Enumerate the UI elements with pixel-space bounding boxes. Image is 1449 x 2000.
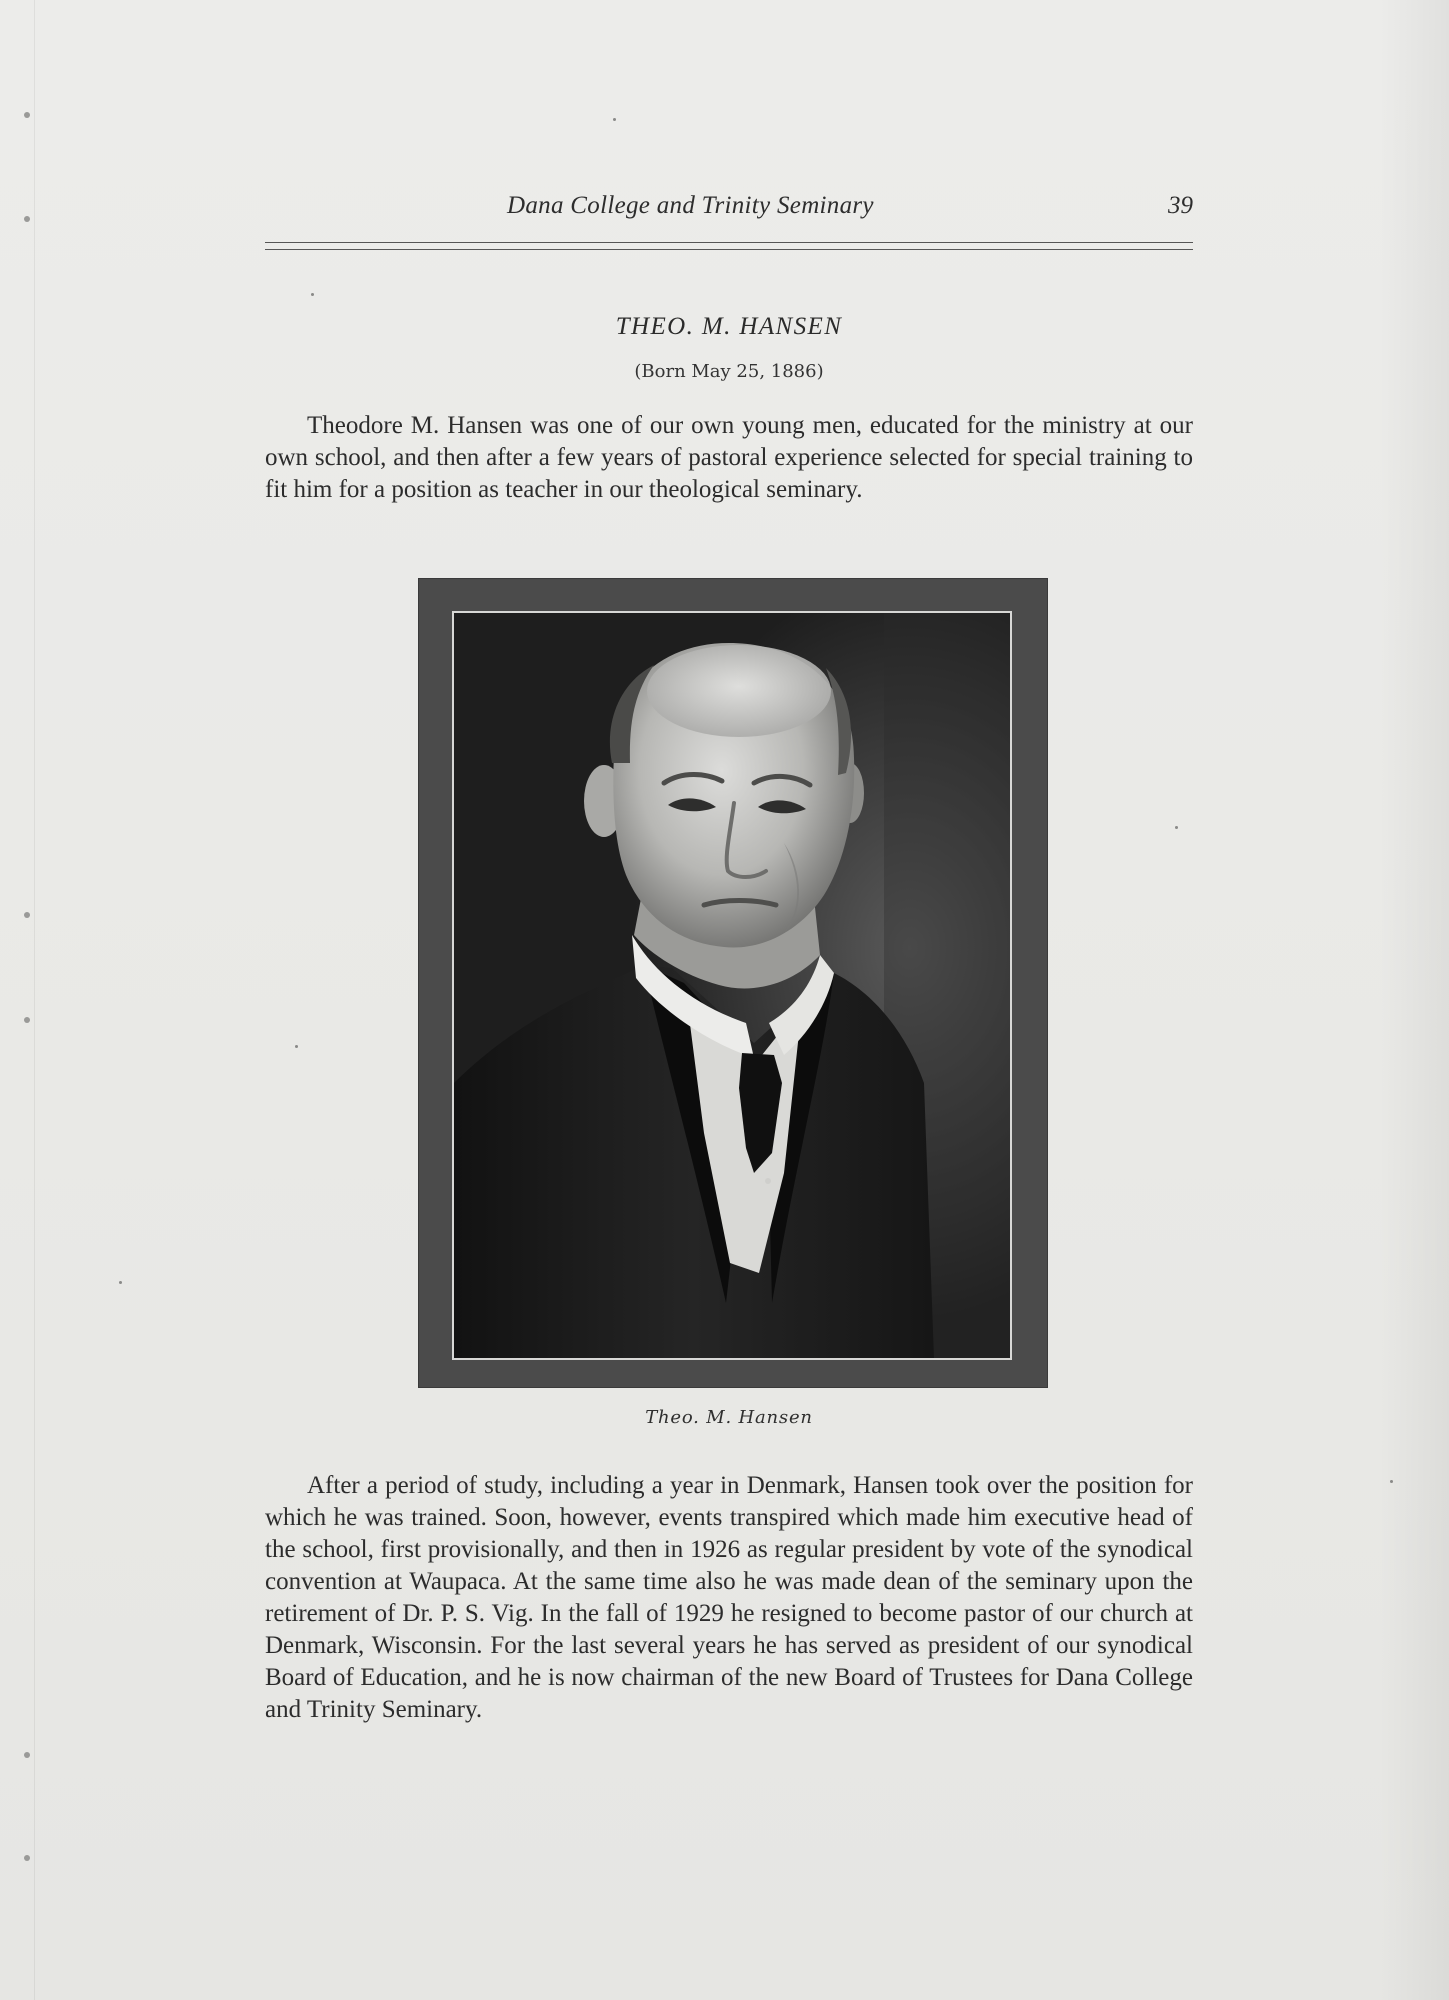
portrait-photo [418,578,1048,1388]
portrait-photo-frame [452,611,1012,1360]
punch-mark [24,1752,30,1758]
page-number: 39 [1168,192,1193,219]
punch-mark [24,1855,30,1861]
paper-speck [1175,826,1178,829]
paper-speck [1390,1480,1393,1483]
running-header [265,192,1193,232]
punch-mark [24,216,30,222]
birth-date-line: (Born May 25, 1886) [634,361,824,382]
header-double-rule [265,242,1193,250]
paper-speck [119,1281,122,1284]
article-title: THEO. M. HANSEN [615,313,843,340]
punch-mark [24,112,30,118]
photo-caption: Theo. M. Hansen [645,1407,813,1428]
tie-pin [765,1178,771,1184]
paper-speck [613,118,616,121]
paper-speck [295,1045,298,1048]
scalp-highlight [647,645,831,737]
punch-mark [24,1017,30,1023]
binding-line [34,0,35,2000]
intro-paragraph: Theodore M. Hansen was one of our own young men, educated for the ministry at our own school, and then after a few years of pastoral experience selected for special training to fit him for a position as teacher in our theological seminary. [265,412,1193,503]
punch-mark [24,912,30,918]
body-paragraph: After a period of study, including a year in Denmark, Hansen took over the position for which he was trained. Soon, however, events transpired which made him executive head of the school, first provisionally, and then in 1926 as regular president by vote of the synodical convention at Waupaca. At the same time also he was made dean of the seminary upon the retirement of Dr. P. S. Vig. In the fall of 1929 he resigned to become pastor of our church at Denmark, Wisconsin. For the last several years he has served as president of our synodical Board of Education, and he is now chairman of the new Board of Trustees for Dana College and Trinity Seminary. [265,1472,1193,1723]
portrait-photo-icon [454,613,1010,1358]
paper-speck [311,293,314,296]
page-edge-shadow [1379,0,1449,2000]
running-title: Dana College and Trinity Seminary [507,192,874,219]
